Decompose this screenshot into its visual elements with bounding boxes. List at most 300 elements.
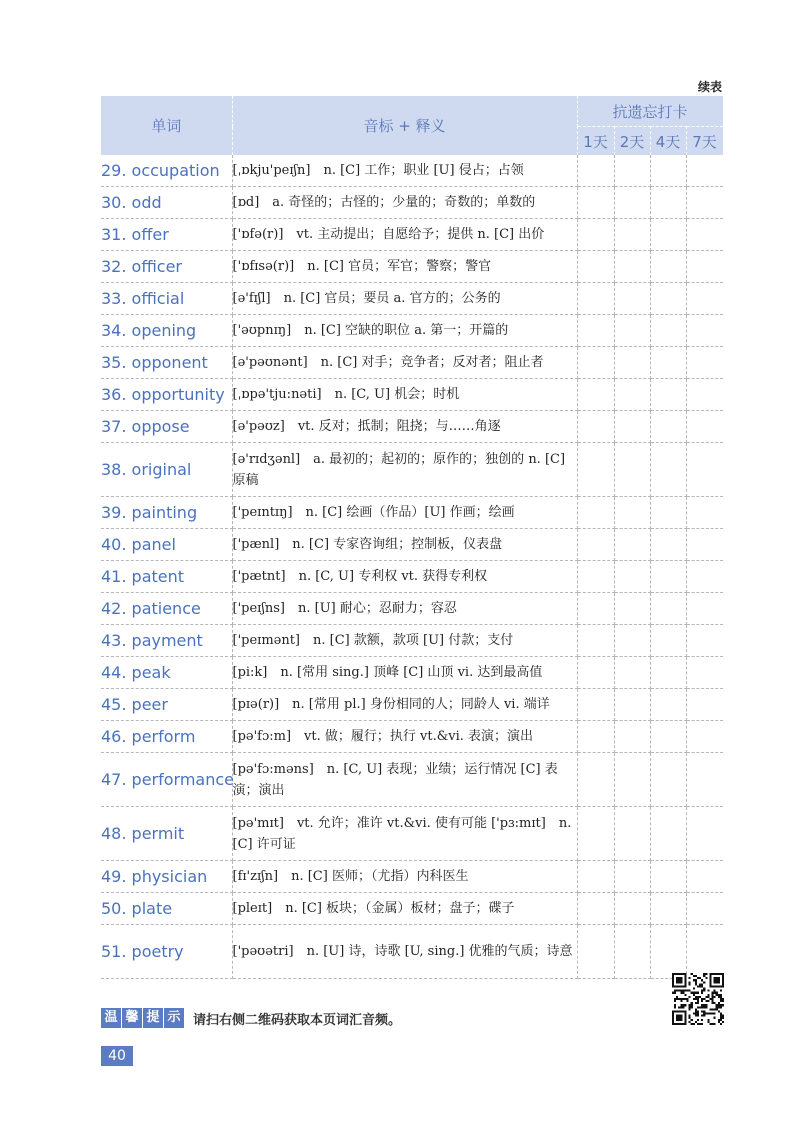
qr-module: [693, 988, 695, 990]
qr-module: [701, 985, 703, 987]
definition-cell: [pə'fɔ:m] vt. 做；履行；执行 vt.&vi. 表演；演出: [232, 721, 577, 753]
word-cell: 29. occupation: [101, 155, 232, 187]
qr-module: [714, 992, 716, 994]
qr-module: [682, 992, 684, 994]
checkin-cell[interactable]: [614, 689, 650, 721]
qr-module: [701, 998, 703, 1000]
qr-module: [693, 998, 695, 1000]
qr-module: [705, 977, 707, 979]
checkin-cell[interactable]: [650, 497, 686, 529]
tip-text: 请扫右侧二维码获取本页词汇音频。: [193, 1012, 402, 1028]
checkin-cell[interactable]: [650, 379, 686, 411]
table-row: [101, 283, 723, 315]
qr-module: [709, 998, 711, 1000]
qr-module: [707, 990, 709, 992]
qr-module: [676, 990, 678, 992]
word-cell: 46. perform: [101, 721, 232, 753]
definition-cell: [pə'mɪt] vt. 允许；准许 vt.&vi. 使有可能 ['pɜ:mɪt] n. [C] 许可证: [232, 807, 577, 861]
checkin-cell[interactable]: [577, 925, 614, 979]
qr-module: [720, 1023, 722, 1025]
qr-module: [714, 1002, 716, 1004]
qr-module: [689, 1004, 691, 1006]
qr-module: [689, 977, 691, 979]
qr-module: [705, 1006, 707, 1008]
qr-module: [722, 1021, 724, 1023]
qr-module: [678, 998, 680, 1000]
checkin-cell[interactable]: [650, 315, 686, 347]
qr-module: [682, 1004, 684, 1006]
definition-cell: ['peɪntɪŋ] n. [C] 绘画（作品）[U] 作画；绘画: [232, 497, 577, 529]
qr-module: [689, 1006, 691, 1008]
checkin-cell[interactable]: [614, 657, 650, 689]
qr-module: [701, 1023, 703, 1025]
word-cell: 43. payment: [101, 625, 232, 657]
word-cell: 39. painting: [101, 497, 232, 529]
word-cell: 48. permit: [101, 807, 232, 861]
checkin-cell[interactable]: [650, 861, 686, 893]
checkin-cell[interactable]: [614, 529, 650, 561]
checkin-cell[interactable]: [614, 497, 650, 529]
qr-module: [714, 996, 716, 998]
word-cell: 49. physician: [101, 861, 232, 893]
checkin-cell[interactable]: [577, 625, 614, 657]
qr-module: [720, 990, 722, 992]
checkin-cell[interactable]: [614, 625, 650, 657]
checkin-cell[interactable]: [650, 529, 686, 561]
qr-module: [674, 1000, 676, 1002]
qr-module: [699, 983, 701, 985]
checkin-cell[interactable]: [614, 443, 650, 497]
checkin-cell[interactable]: [614, 861, 650, 893]
checkin-cell[interactable]: [650, 893, 686, 925]
word-cell: 42. patience: [101, 593, 232, 625]
qr-module: [689, 983, 691, 985]
table-row: [101, 379, 723, 411]
checkin-cell[interactable]: [686, 187, 723, 219]
checkin-cell[interactable]: [614, 155, 650, 187]
qr-module: [701, 1015, 703, 1017]
qr-module: [684, 998, 686, 1000]
qr-module: [720, 1000, 722, 1002]
qr-module: [718, 1004, 720, 1006]
definition-cell: ['peɪʃns] n. [U] 耐心；忍耐力；容忍: [232, 593, 577, 625]
qr-module: [701, 1010, 703, 1012]
table-row: [101, 925, 723, 979]
checkin-cell[interactable]: [577, 807, 614, 861]
qr-module: [722, 998, 724, 1000]
definition-cell: ['peɪmənt] n. [C] 款额，款项 [U] 付款；支付: [232, 625, 577, 657]
definition-cell: [ə'fɪʃl] n. [C] 官员；要员 a. 官方的；公务的: [232, 283, 577, 315]
qr-module: [701, 1000, 703, 1002]
qr-module: [703, 981, 705, 983]
checkin-cell[interactable]: [686, 753, 723, 807]
checkin-cell[interactable]: [686, 689, 723, 721]
checkin-cell[interactable]: [686, 657, 723, 689]
qr-module: [697, 1010, 699, 1012]
qr-module: [695, 1010, 697, 1012]
word-cell: 40. panel: [101, 529, 232, 561]
qr-module: [695, 996, 697, 998]
word-cell: 38. original: [101, 443, 232, 497]
qr-module: [703, 973, 705, 975]
qr-module: [714, 1013, 716, 1015]
checkin-cell[interactable]: [614, 379, 650, 411]
qr-module: [722, 1004, 724, 1006]
checkin-cell[interactable]: [686, 251, 723, 283]
qr-module: [695, 1021, 697, 1023]
page-number: 40: [101, 1046, 133, 1066]
qr-module: [722, 1015, 724, 1017]
qr-module: [707, 994, 709, 996]
checkin-cell[interactable]: [614, 251, 650, 283]
qr-module: [697, 996, 699, 998]
qr-module: [682, 1006, 684, 1008]
qr-module: [707, 1013, 709, 1015]
qr-module: [720, 998, 722, 1000]
qr-module: [697, 992, 699, 994]
qr-module: [705, 996, 707, 998]
checkin-cell[interactable]: [686, 347, 723, 379]
qr-module: [684, 1004, 686, 1006]
checkin-cell[interactable]: [614, 315, 650, 347]
checkin-cell[interactable]: [686, 593, 723, 625]
qr-module: [712, 996, 714, 998]
checkin-cell[interactable]: [650, 251, 686, 283]
qr-module: [689, 990, 691, 992]
qr-module: [701, 1019, 703, 1021]
qr-module: [691, 1002, 693, 1004]
checkin-cell[interactable]: [577, 753, 614, 807]
qr-module: [695, 1008, 697, 1010]
table-row: [101, 251, 723, 283]
checkin-cell[interactable]: [650, 155, 686, 187]
word-cell: 44. peak: [101, 657, 232, 689]
column-header-day-1: 1天: [577, 127, 614, 156]
qr-module: [697, 1006, 699, 1008]
checkin-cell[interactable]: [650, 657, 686, 689]
checkin-cell[interactable]: [577, 283, 614, 315]
qr-module: [674, 992, 676, 994]
qr-module: [712, 1008, 714, 1010]
vocabulary-table: [101, 96, 724, 979]
word-cell: 41. patent: [101, 561, 232, 593]
checkin-cell[interactable]: [686, 497, 723, 529]
qr-module: [695, 975, 697, 977]
qr-module: [687, 990, 689, 992]
definition-cell: ['ɒfɪsə(r)] n. [C] 官员；军官；警察；警官: [232, 251, 577, 283]
qr-module: [720, 1019, 722, 1021]
qr-module: [693, 975, 695, 977]
qr-module: [714, 1017, 716, 1019]
table-row: [101, 593, 723, 625]
checkin-cell[interactable]: [686, 561, 723, 593]
vocabulary-rows: [101, 155, 723, 979]
qr-module: [707, 1021, 709, 1023]
qr-module: [712, 1013, 714, 1015]
table-row: [101, 411, 723, 443]
word-cell: 33. official: [101, 283, 232, 315]
qr-module: [678, 1006, 680, 1008]
tip-label-char: 提: [143, 1008, 163, 1028]
qr-module: [705, 1004, 707, 1006]
checkin-cell[interactable]: [614, 347, 650, 379]
qr-module: [718, 1002, 720, 1004]
checkin-cell[interactable]: [614, 593, 650, 625]
tip-label-char: 温: [101, 1008, 121, 1028]
word-cell: 51. poetry: [101, 925, 232, 979]
qr-module: [693, 994, 695, 996]
tip-label-char: 示: [164, 1008, 184, 1028]
qr-module: [703, 1013, 705, 1015]
checkin-cell[interactable]: [614, 187, 650, 219]
checkin-cell[interactable]: [577, 347, 614, 379]
table-row: [101, 861, 723, 893]
checkin-cell[interactable]: [577, 893, 614, 925]
checkin-cell[interactable]: [577, 593, 614, 625]
qr-module: [703, 975, 705, 977]
checkin-cell[interactable]: [686, 219, 723, 251]
checkin-cell[interactable]: [650, 689, 686, 721]
checkin-cell[interactable]: [577, 497, 614, 529]
column-header-day-7: 7天: [686, 127, 723, 156]
checkin-cell[interactable]: [686, 155, 723, 187]
qr-module: [705, 973, 707, 975]
checkin-cell[interactable]: [577, 561, 614, 593]
qr-module: [678, 990, 680, 992]
checkin-cell[interactable]: [686, 925, 723, 979]
word-cell: 34. opening: [101, 315, 232, 347]
checkin-cell[interactable]: [577, 379, 614, 411]
qr-module: [709, 1008, 711, 1010]
qr-module: [720, 1013, 722, 1015]
qr-module: [691, 973, 693, 975]
checkin-cell[interactable]: [686, 411, 723, 443]
qr-module: [695, 1002, 697, 1004]
qr-module: [680, 992, 682, 994]
word-cell: 50. plate: [101, 893, 232, 925]
qr-module: [718, 994, 720, 996]
checkin-cell[interactable]: [577, 657, 614, 689]
checkin-cell[interactable]: [614, 893, 650, 925]
checkin-cell[interactable]: [650, 283, 686, 315]
qr-module: [703, 990, 705, 992]
qr-module: [684, 994, 686, 996]
qr-module: [703, 1006, 705, 1008]
word-cell: 45. peer: [101, 689, 232, 721]
qr-module: [714, 1008, 716, 1010]
qr-module: [697, 1013, 699, 1015]
definition-cell: [pɪə(r)] n. [常用 pl.] 身份相同的人；同龄人 vi. 端详: [232, 689, 577, 721]
checkin-cell[interactable]: [614, 411, 650, 443]
qr-module: [699, 1006, 701, 1008]
continued-table-note: 续表: [697, 80, 722, 94]
definition-cell: ['pætnt] n. [C, U] 专利权 vt. 获得专利权: [232, 561, 577, 593]
checkin-cell[interactable]: [686, 893, 723, 925]
checkin-cell[interactable]: [614, 807, 650, 861]
column-header-day-4: 4天: [650, 127, 686, 156]
checkin-cell[interactable]: [686, 443, 723, 497]
qr-module: [703, 1015, 705, 1017]
checkin-cell[interactable]: [577, 443, 614, 497]
checkin-cell[interactable]: [650, 347, 686, 379]
table-row: [101, 561, 723, 593]
table-row: [101, 155, 723, 187]
definition-cell: ['pəʊətri] n. [U] 诗，诗歌 [U, sing.] 优雅的气质；诗意: [232, 925, 577, 979]
qr-module: [687, 1000, 689, 1002]
checkin-cell[interactable]: [686, 721, 723, 753]
qr-module: [693, 1023, 695, 1025]
qr-module: [718, 1019, 720, 1021]
checkin-cell[interactable]: [650, 187, 686, 219]
column-header-phonetic: 音标 + 释义: [232, 96, 577, 155]
checkin-cell[interactable]: [650, 925, 686, 979]
qr-module: [691, 1006, 693, 1008]
tip-label-char: 馨: [122, 1008, 142, 1028]
qr-module: [701, 979, 703, 981]
qr-module: [697, 1019, 699, 1021]
qr-module: [718, 1010, 720, 1012]
checkin-cell[interactable]: [577, 155, 614, 187]
qr-module: [718, 1021, 720, 1023]
qr-module: [699, 996, 701, 998]
checkin-cell[interactable]: [577, 315, 614, 347]
qr-module: [701, 1004, 703, 1006]
checkin-cell[interactable]: [650, 625, 686, 657]
qr-module: [716, 1008, 718, 1010]
table-row: [101, 893, 723, 925]
table-row: [101, 347, 723, 379]
qr-module: [701, 992, 703, 994]
qr-module: [712, 1023, 714, 1025]
qr-module: [682, 998, 684, 1000]
checkin-cell[interactable]: [686, 529, 723, 561]
qr-module: [689, 981, 691, 983]
qr-module: [693, 992, 695, 994]
qr-module: [707, 1000, 709, 1002]
checkin-cell[interactable]: [650, 443, 686, 497]
qr-module: [676, 998, 678, 1000]
definition-cell: [ə'pəʊnənt] n. [C] 对手；竞争者；反对者；阻止者: [232, 347, 577, 379]
checkin-cell[interactable]: [650, 807, 686, 861]
qr-module: [674, 1004, 676, 1006]
qr-module: [707, 1019, 709, 1021]
qr-module: [674, 1006, 676, 1008]
qr-module: [720, 1015, 722, 1017]
qr-module: [691, 1004, 693, 1006]
word-cell: 47. performance: [101, 753, 232, 807]
qr-module: [714, 1023, 716, 1025]
checkin-cell[interactable]: [614, 721, 650, 753]
qr-module: [689, 1017, 691, 1019]
qr-module: [697, 1000, 699, 1002]
checkin-cell[interactable]: [686, 861, 723, 893]
qr-module: [674, 990, 676, 992]
definition-cell: [pleɪt] n. [C] 板块；（金属）板材；盘子；碟子: [232, 893, 577, 925]
qr-module: [680, 990, 682, 992]
qr-module: [691, 1019, 693, 1021]
table-row: [101, 219, 723, 251]
word-cell: 35. opponent: [101, 347, 232, 379]
checkin-cell[interactable]: [650, 219, 686, 251]
checkin-cell[interactable]: [577, 529, 614, 561]
checkin-cell[interactable]: [686, 625, 723, 657]
checkin-cell[interactable]: [650, 721, 686, 753]
checkin-cell[interactable]: [577, 411, 614, 443]
qr-module: [697, 985, 699, 987]
checkin-cell[interactable]: [686, 807, 723, 861]
checkin-cell[interactable]: [577, 219, 614, 251]
table-row: [101, 657, 723, 689]
qr-module: [703, 988, 705, 990]
checkin-cell[interactable]: [577, 721, 614, 753]
checkin-cell[interactable]: [614, 561, 650, 593]
qr-module: [680, 1000, 682, 1002]
table-row: [101, 753, 723, 807]
checkin-cell[interactable]: [577, 689, 614, 721]
qr-module: [697, 998, 699, 1000]
checkin-cell[interactable]: [614, 753, 650, 807]
qr-module: [716, 992, 718, 994]
qr-module: [699, 977, 701, 979]
qr-module: [672, 992, 674, 994]
qr-module: [689, 1008, 691, 1010]
qr-module: [722, 1017, 724, 1019]
qr-module: [695, 998, 697, 1000]
checkin-cell[interactable]: [686, 379, 723, 411]
definition-cell: [ɒd] a. 奇怪的；古怪的；少量的；奇数的；单数的: [232, 187, 577, 219]
qr-module: [695, 983, 697, 985]
checkin-cell[interactable]: [614, 925, 650, 979]
qr-module: [680, 1006, 682, 1008]
checkin-cell[interactable]: [614, 219, 650, 251]
qr-module: [703, 1004, 705, 1006]
qr-module: [689, 996, 691, 998]
checkin-cell[interactable]: [577, 187, 614, 219]
checkin-cell[interactable]: [650, 561, 686, 593]
definition-cell: [ˌɒkju'peɪʃn] n. [C] 工作；职业 [U] 侵占；占领: [232, 155, 577, 187]
qr-code-icon[interactable]: [672, 973, 724, 1025]
qr-module: [684, 990, 686, 992]
qr-module: [718, 1006, 720, 1008]
checkin-cell[interactable]: [577, 861, 614, 893]
qr-module: [695, 1015, 697, 1017]
checkin-cell[interactable]: [686, 315, 723, 347]
checkin-cell[interactable]: [614, 283, 650, 315]
definition-cell: [pi:k] n. [常用 sing.] 顶峰 [C] 山顶 vi. 达到最高值: [232, 657, 577, 689]
qr-module: [691, 992, 693, 994]
qr-module: [712, 998, 714, 1000]
table-row: [101, 721, 723, 753]
definition-cell: ['əʊpnɪŋ] n. [C] 空缺的职位 a. 第一；开篇的: [232, 315, 577, 347]
qr-module: [707, 996, 709, 998]
definition-cell: [fɪ'zɪʃn] n. [C] 医师；（尤指）内科医生: [232, 861, 577, 893]
qr-module: [695, 981, 697, 983]
qr-module: [709, 1013, 711, 1015]
qr-module: [716, 1006, 718, 1008]
qr-module: [720, 1017, 722, 1019]
checkin-cell[interactable]: [577, 251, 614, 283]
qr-module: [693, 979, 695, 981]
qr-module: [680, 998, 682, 1000]
checkin-cell[interactable]: [650, 411, 686, 443]
checkin-cell[interactable]: [650, 753, 686, 807]
qr-module: [680, 1004, 682, 1006]
checkin-cell[interactable]: [686, 283, 723, 315]
column-header-day-2: 2天: [614, 127, 650, 156]
qr-module: [720, 994, 722, 996]
word-cell: 30. odd: [101, 187, 232, 219]
checkin-cell[interactable]: [650, 593, 686, 625]
